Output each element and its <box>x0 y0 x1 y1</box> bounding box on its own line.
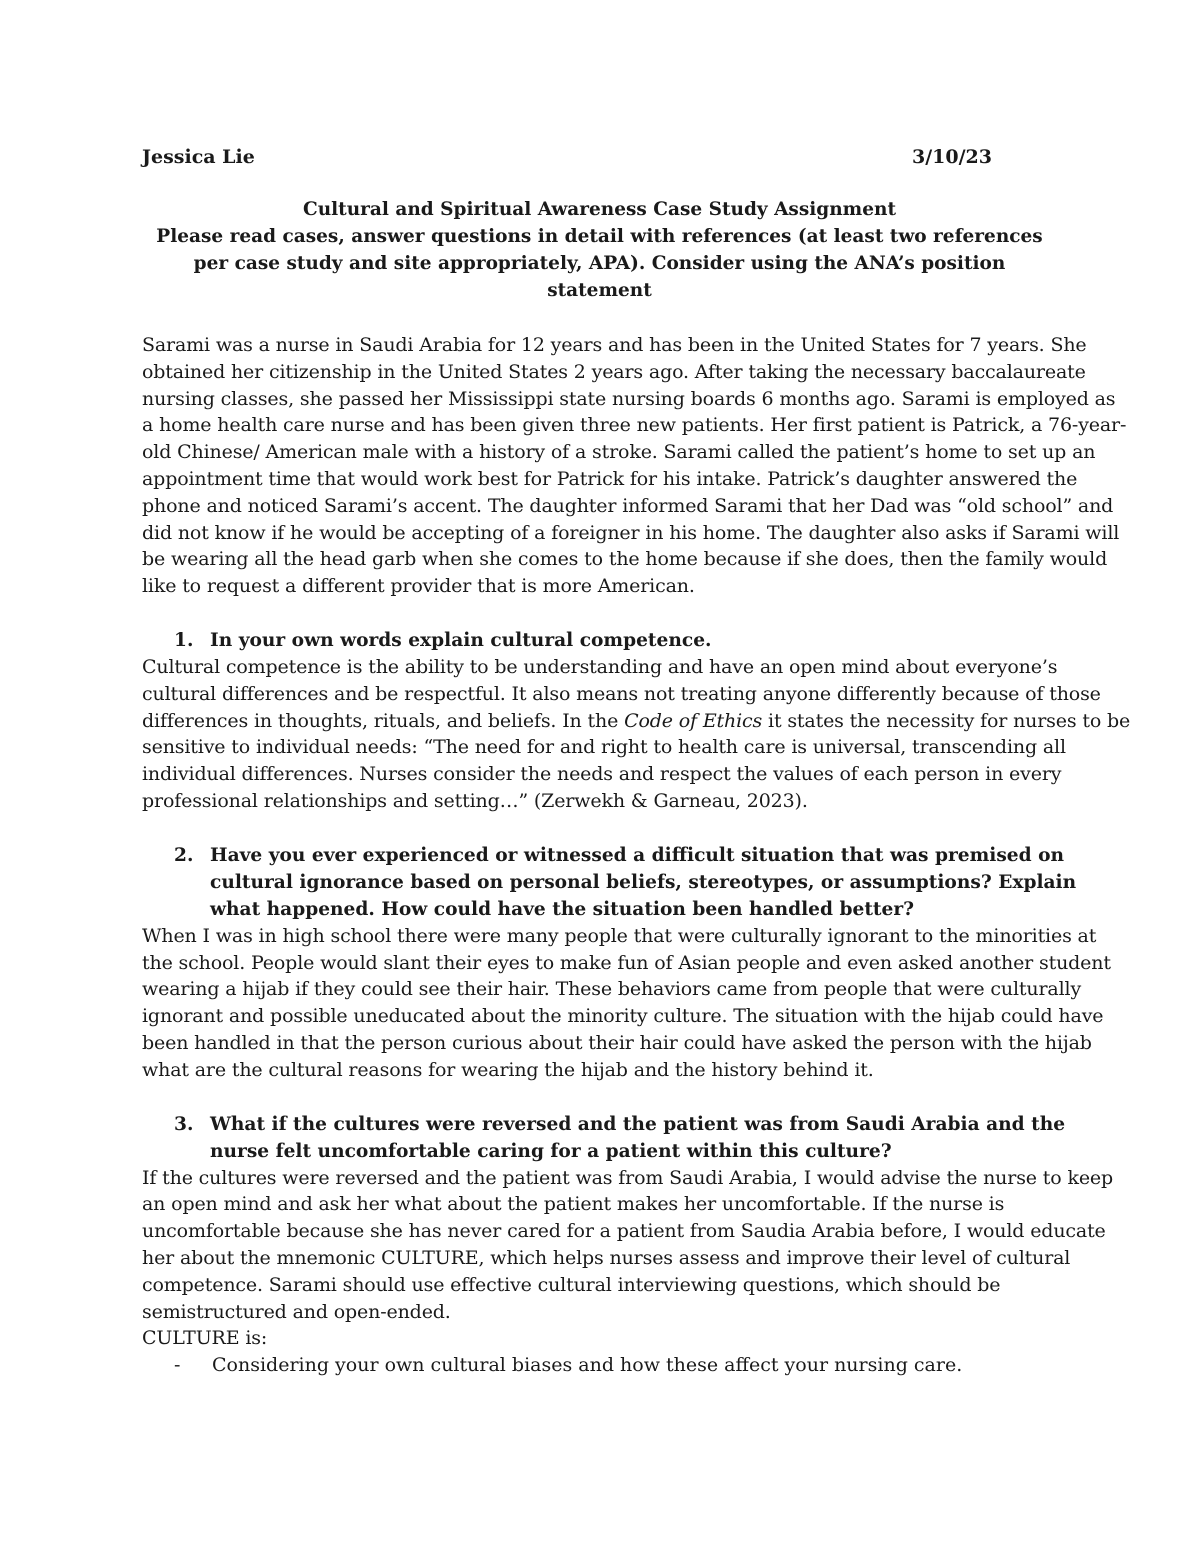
question-number: 3. <box>174 1113 194 1135</box>
document-date: 3/10/23 <box>912 146 992 168</box>
list-item <box>142 1352 1132 1379</box>
answer-2: When I was in high school there were many people that were culturally ignorant to the minorities at the school. People would slant their eyes to make fun of Asian people and even asked another student wearing a hijab if they could see their hair. These behaviors came from people that were culturally ignorant and possible uneducated about the minority culture. The situation with the hijab could have been handled in that the person curious about their hair could have asked the person with the hijab what are the cultural reasons for wearing the hijab and the history behind it. <box>142 924 1111 1081</box>
case-study-paragraph: Sarami was a nurse in Saudi Arabia for 12 years and has been in the United States for 7 years. She obtained her citizenship in the United States 2 years ago. After taking the necessary baccalaureate nursing classes, she passed her Mississippi state nursing boards 6 months ago. Sarami is employed as a home health care nurse and has been given three new patients. Her first patient is Patrick, a 76-year-old Chinese/ American male with a history of a stroke. Sarami called the patient’s home to set up an appointment time that would work best for Patrick for his intake. Patrick’s daughter answered the phone and noticed Sarami’s accent. The daughter informed Sarami that her Dad was “old school” and did not know if he would be accepting of a foreigner in his home. The daughter also asks if Sarami will be wearing all the head garb when she comes to the home because if she does, then the family would like to request a different provider that is more American. <box>142 334 1127 598</box>
question-2 <box>142 842 1132 923</box>
answer-text: it states the necessity for nurses to be sensitive to individual needs: “The need for and right to health care is universal, transcending all individual differences. Nurses consider the needs and respect the values of each person in every professional relationships and setting…” (Zerwekh & Garneau, 2023). <box>142 709 1131 812</box>
document-header <box>142 144 992 170</box>
answer-3: If the cultures were reversed and the patient was from Saudi Arabia, I would advise the nurse to keep an open mind and ask her what about the patient makes her uncomfortable. If the nurse is uncomfortable because she has never cared for a patient from Saudia Arabia before, I would educate her about the mnemonic CULTURE, which helps nurses assess and improve their level of cultural competence. Sarami should use effective cultural interviewing questions, which should be semistructured and open-ended. <box>142 1166 1114 1323</box>
bullet-dash: - <box>174 1354 181 1377</box>
document-page <box>142 144 1132 1379</box>
answer-italic-title: Code of Ethics <box>624 709 763 732</box>
list-heading: CULTURE is: <box>142 1327 268 1350</box>
question-3 <box>142 1111 1132 1165</box>
question-text: In your own words explain cultural competence. <box>210 629 712 651</box>
answer-1 <box>142 654 1132 815</box>
list-item-text: Considering your own cultural biases and how these affect your nursing care. <box>212 1354 963 1377</box>
assignment-title-line: Cultural and Spiritual Awareness Case Study Assignment <box>302 199 897 220</box>
assignment-title <box>142 196 1057 304</box>
author-name: Jessica Lie <box>142 146 255 168</box>
question-number: 2. <box>174 844 194 866</box>
assignment-instructions: Please read cases, answer questions in detail with references (at least two references per case study and site appropriately, APA). Consider using the ANA’s position statement <box>156 226 1043 301</box>
question-1 <box>142 627 1132 654</box>
question-text: What if the cultures were reversed and the patient was from Saudi Arabia and the nurse felt uncomfortable caring for a patient within this culture? <box>210 1113 1066 1162</box>
answer-text: Cultural competence is the ability to be understanding and have an open mind about everyone’s cultural differences and be respectful. It also means not treating anyone differently because of those differences in thoughts, rituals, and beliefs. In the <box>142 655 1101 732</box>
question-text: Have you ever experienced or witnessed a difficult situation that was premised on cultural ignorance based on personal beliefs, stereotypes, or assumptions? Explain what happened. How could have the situation been handled better? <box>210 844 1077 920</box>
question-number: 1. <box>174 629 194 651</box>
